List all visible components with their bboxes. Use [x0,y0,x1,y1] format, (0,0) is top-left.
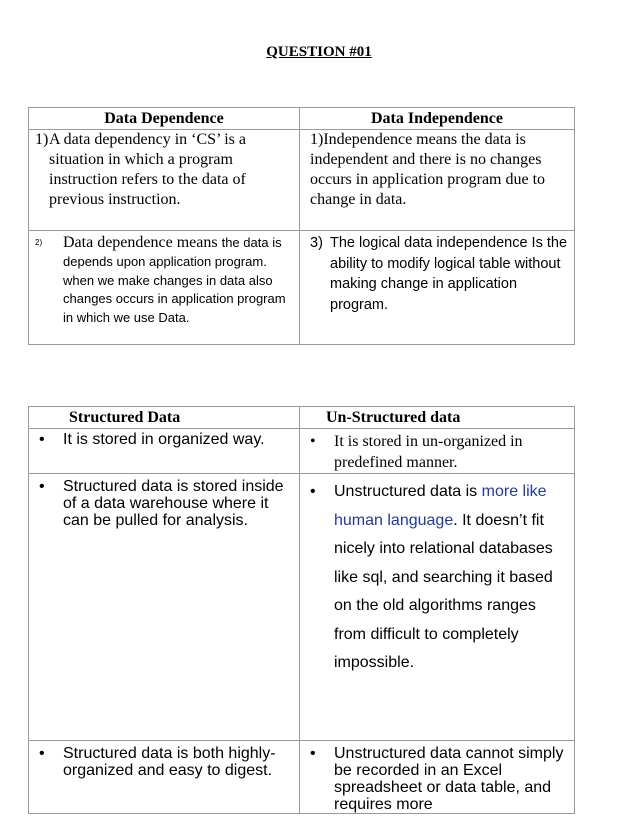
item-number: 3) [310,235,323,251]
header-structured-data: Structured Data [29,407,300,429]
table-cell [300,474,575,741]
table-cell [29,231,300,345]
cell-text-small: the data is depends upon application program. when we make changes in data also changes occurs in application program in which we use Data. [63,235,286,325]
bullet-icon: • [39,478,45,495]
bullet-icon: • [39,431,45,448]
table-header-row [29,407,575,429]
cell-text: . It doesn’t fit nicely into relational databases like sql, and searching it based on the old algorithms ranges from difficult to completely impossible. [334,511,553,671]
data-dependence-table [28,107,575,345]
table-row [29,231,575,345]
table-cell [300,429,575,474]
table-row [29,474,575,741]
page-title: QUESTION #01 [266,44,372,60]
table-header-row [29,108,575,130]
table-row [29,130,575,231]
table-cell [29,741,300,814]
header-unstructured-data: Un-Structured data [300,407,575,429]
table-row [29,429,575,474]
bullet-icon: • [310,745,316,762]
cell-text-large: Data dependence means [63,234,218,251]
bullet-icon: • [310,483,316,500]
table-cell [300,231,575,345]
cell-text: Structured data is stored inside of a data warehouse where it can be pulled for analysis. [63,478,284,529]
cell-text: 1)Independence means the data is independent and there is no changes occurs in application program due to change in data. [300,130,575,231]
item-number: 2) [35,238,43,247]
table-cell [29,429,300,474]
bullet-icon: • [310,433,316,450]
cell-text: Unstructured data is [334,483,478,500]
cell-text: Structured data is both highly-organized and easy to digest. [63,745,276,779]
cell-text: The logical data independence Is the ability to modify logical table without making change in application program. [330,235,568,313]
cell-text: It is stored in organized way. [63,431,265,448]
cell-text: Unstructured data cannot simply be recorded in an Excel spreadsheet or data table, and requires more [334,745,564,813]
table-cell [300,741,575,814]
item-number: 1) [35,131,49,148]
table-row [29,741,575,814]
highlighted-text: more like human language [334,483,547,529]
header-data-dependence: Data Dependence [29,108,300,130]
bullet-icon: • [39,745,45,762]
header-data-independence: Data Independence [300,108,575,130]
cell-text: A data dependency in ‘CS’ is a situation in which a program instruction refers to the data of previous instruction. [49,131,246,208]
table-cell [29,474,300,741]
structured-data-table [28,406,575,814]
table-cell [29,130,300,231]
cell-text: It is stored in un-organized in predefined manner. [334,433,523,471]
